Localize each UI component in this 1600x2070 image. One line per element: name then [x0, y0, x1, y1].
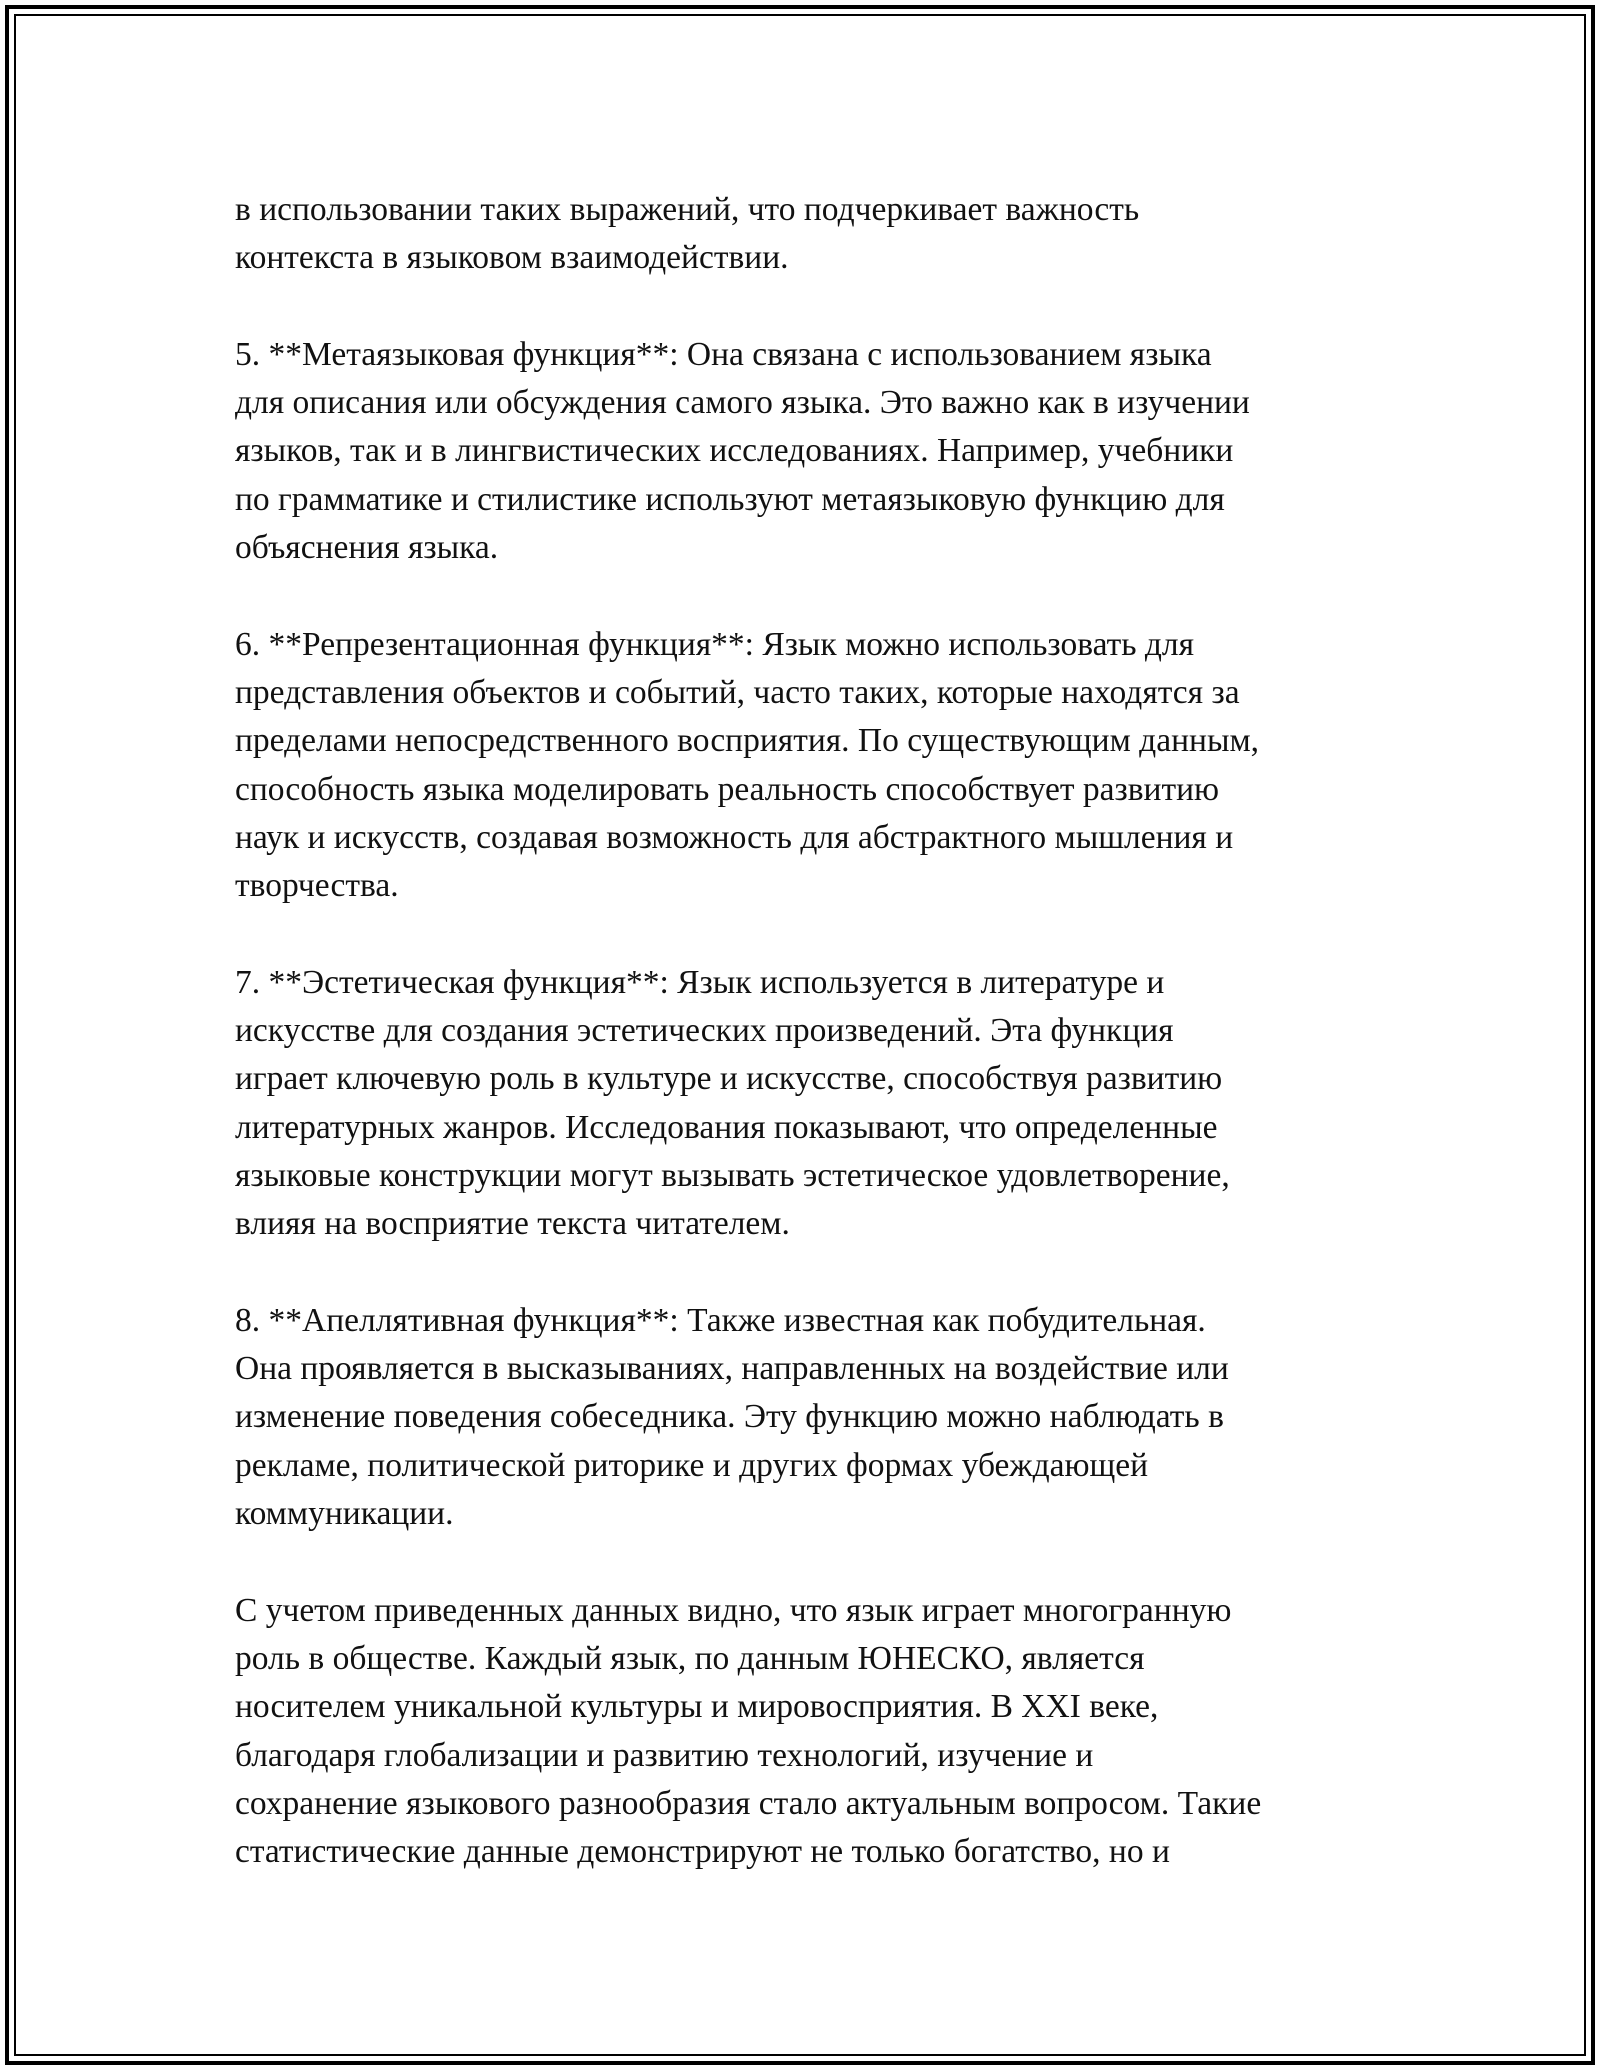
text-line: 8. **Апеллятивная функция**: Также известная как побудительная. [235, 1301, 1206, 1339]
text-line: искусстве для создания эстетических произведений. Эта функция [235, 1012, 1174, 1050]
text-line: для описания или обсуждения самого языка. Это важно как в изучении [235, 384, 1250, 422]
paragraph-appellative-function [235, 1297, 1375, 1538]
text-line: творчества. [235, 867, 399, 905]
text-line: контекста в языковом взаимодействии. [235, 239, 789, 277]
paragraph-conclusion [235, 1587, 1375, 1877]
paragraph-metalinguistic-function [235, 331, 1375, 572]
text-line: литературных жанров. Исследования показывают, что определенные [235, 1108, 1218, 1146]
text-line: языковые конструкции могут вызывать эстетическое удовлетворение, [235, 1156, 1230, 1194]
text-line: С учетом приведенных данных видно, что язык играет многогранную [235, 1591, 1232, 1629]
text-line: изменение поведения собеседника. Эту функцию можно наблюдать в [235, 1398, 1224, 1436]
text-line: коммуникации. [235, 1495, 454, 1533]
text-line: в использовании таких выражений, что подчеркивает важность [235, 191, 1140, 228]
text-line: объяснения языка. [235, 529, 499, 567]
text-line: языков, так и в лингвистических исследованиях. Например, учебники [235, 432, 1234, 470]
text-line: Она проявляется в высказываниях, направленных на воздействие или [235, 1350, 1229, 1388]
text-line: способность языка моделировать реальность способствует развитию [235, 770, 1220, 808]
paragraph-representational-function [235, 621, 1375, 911]
text-line: представления объектов и событий, часто таких, которые находятся за [235, 673, 1240, 711]
text-line: играет ключевую роль в культуре и искусстве, способствуя развитию [235, 1060, 1223, 1098]
text-line: 6. **Репрезентационная функция**: Язык можно использовать для [235, 625, 1195, 663]
text-line: благодаря глобализации и развитию технологий, изучение и [235, 1736, 1094, 1774]
text-line: по грамматике и стилистике используют метаязыковую функцию для [235, 480, 1225, 518]
text-line: пределами непосредственного восприятия. По существующим данным, [235, 722, 1260, 760]
text-line: статистические данные демонстрируют не только богатство, но и [235, 1833, 1170, 1871]
paragraph-aesthetic-function [235, 959, 1375, 1249]
text-line: наук и искусств, создавая возможность для абстрактного мышления и [235, 818, 1234, 856]
document-body [235, 186, 1375, 1925]
text-line: роль в обществе. Каждый язык, по данным ЮНЕСКО, является [235, 1639, 1145, 1677]
text-line: 7. **Эстетическая функция**: Язык используется в литературе и [235, 963, 1165, 1001]
text-line: влияя на восприятие текста читателем. [235, 1205, 790, 1243]
text-line: 5. **Метаязыковая функция**: Она связана с использованием языка [235, 335, 1212, 373]
text-line: рекламе, политической риторике и других формах убеждающей [235, 1446, 1149, 1484]
text-line: носителем уникальной культуры и мировосприятия. В XXI веке, [235, 1688, 1159, 1726]
paragraph-continuation [235, 186, 1375, 283]
text-line: сохранение языкового разнообразия стало актуальным вопросом. Такие [235, 1784, 1262, 1822]
